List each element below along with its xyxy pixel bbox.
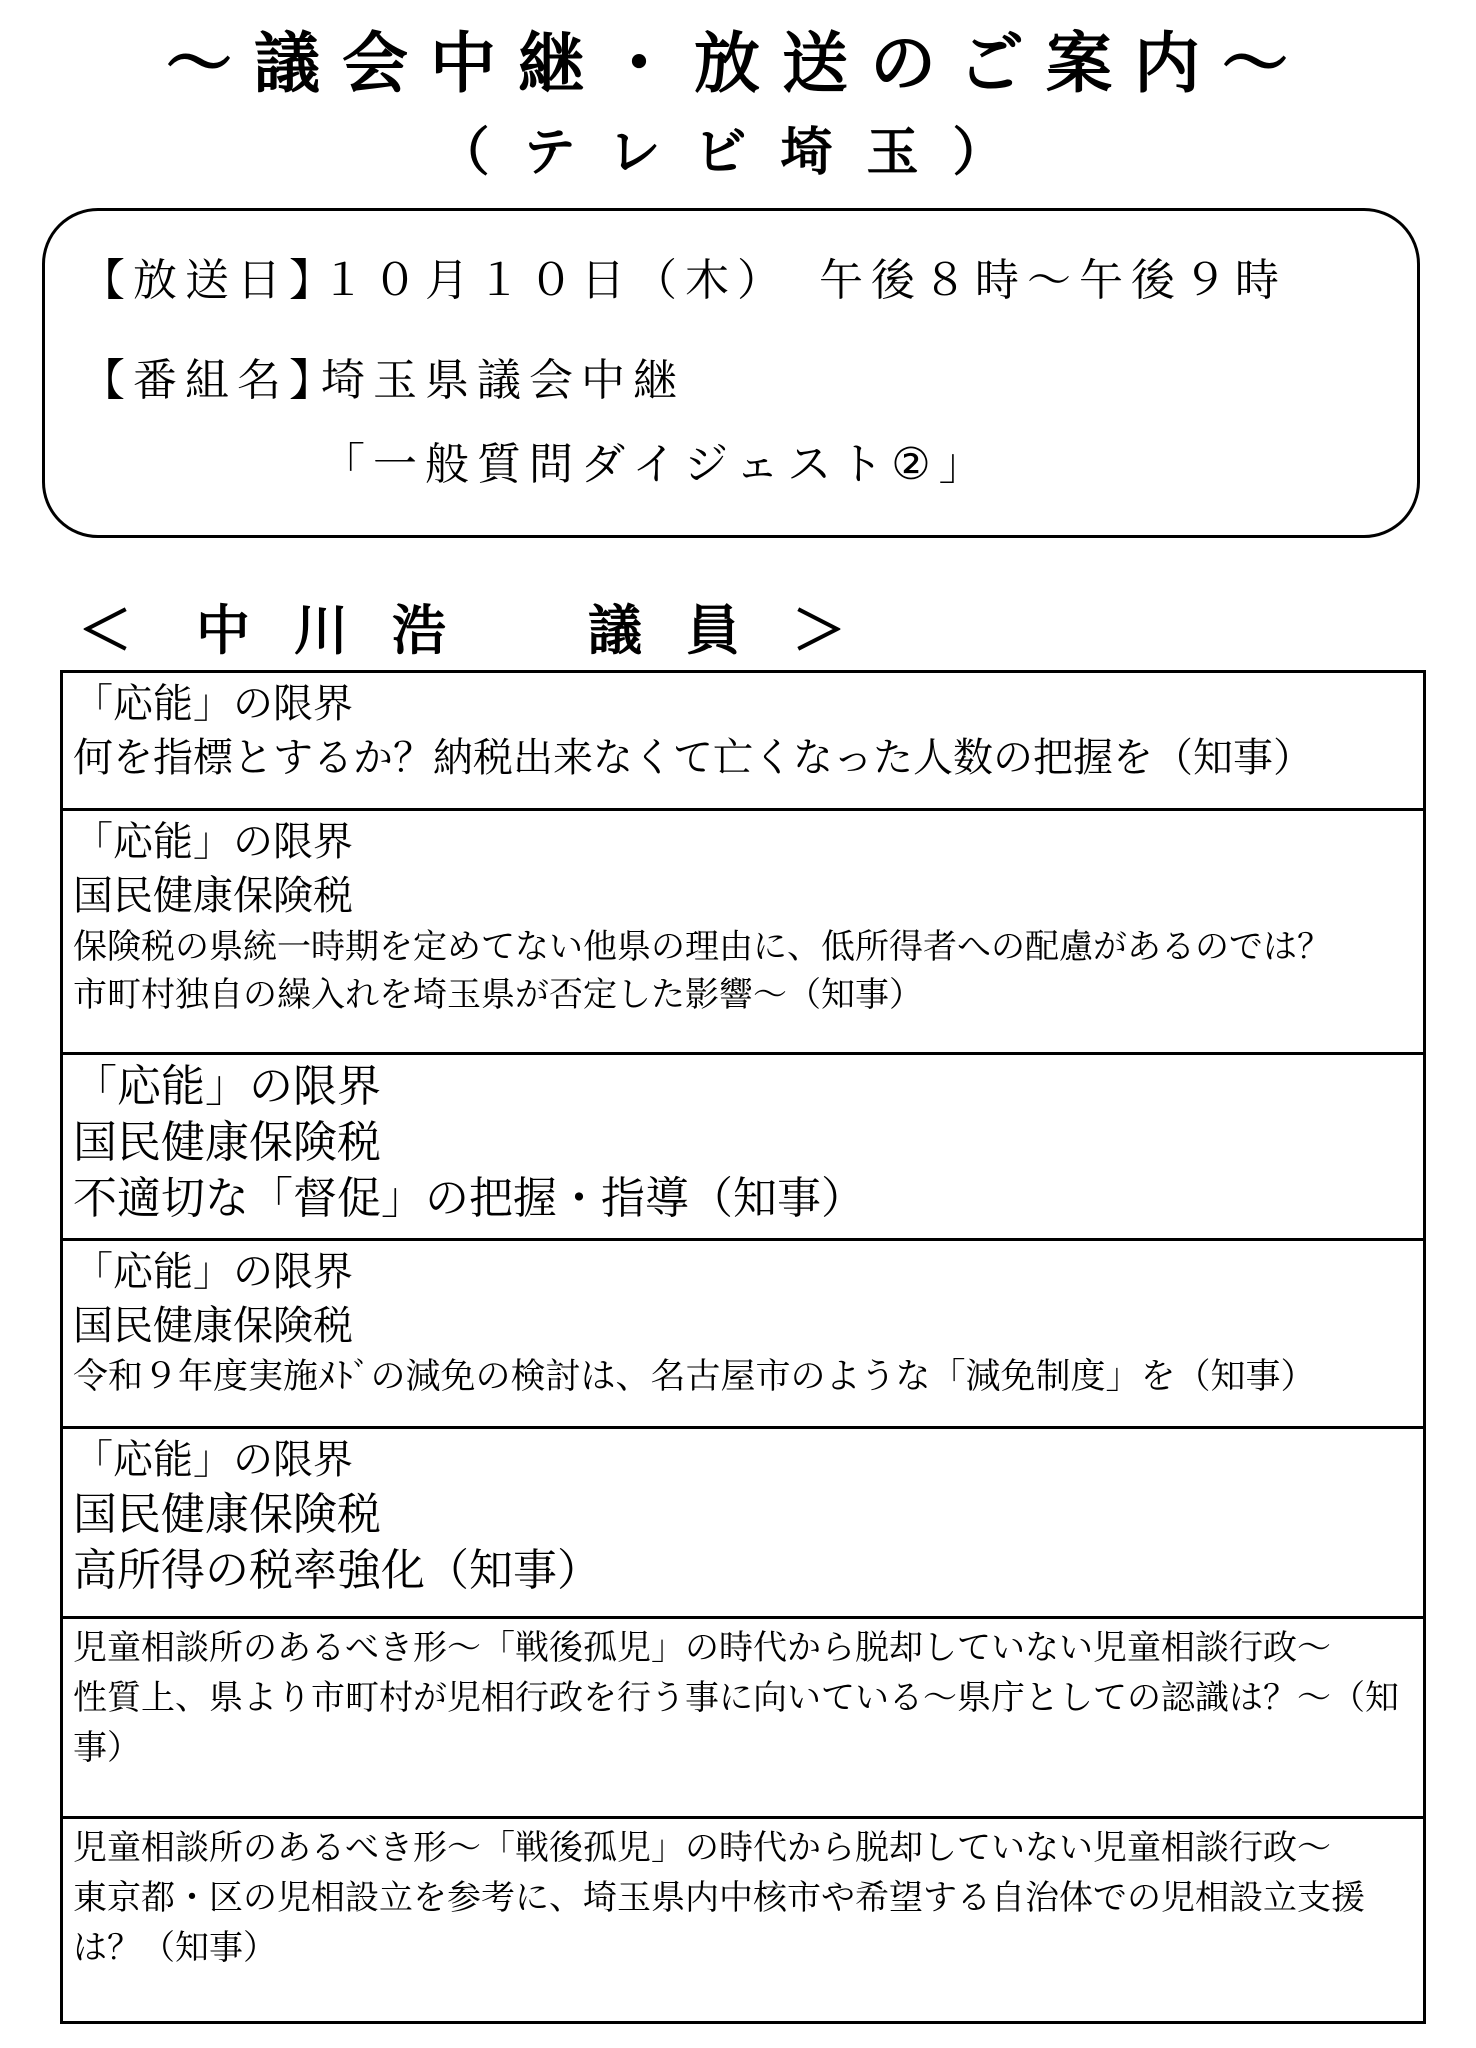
member-name: 中川浩 議員 xyxy=(196,599,784,662)
topic-row xyxy=(63,811,1423,1055)
topic-line: 児童相談所のあるべき形～「戦後孤児」の時代から脱却していない児童相談行政～ xyxy=(73,1628,1331,1668)
topic-row xyxy=(63,1619,1423,1819)
topic-row xyxy=(63,1055,1423,1241)
page-title: ～議会中継・放送のご案内～ xyxy=(166,25,1310,102)
topic-line: 「応能」の限界 xyxy=(73,819,353,865)
topic-row xyxy=(63,1819,1423,2021)
program-subtitle: 「一般質問ダイジェスト②」 xyxy=(321,439,991,490)
broadcast-date-label: 【放送日】 xyxy=(81,255,341,306)
topic-row xyxy=(63,1429,1423,1619)
broadcast-date-value: １０月１０日（木） 午後８時～午後９時 xyxy=(321,255,1287,306)
topic-line: 「応能」の限界 xyxy=(73,1249,353,1295)
topic-line: 不適切な「督促」の把握・指導（知事） xyxy=(73,1173,865,1224)
topic-line: 児童相談所のあるべき形～「戦後孤児」の時代から脱却していない児童相談行政～ xyxy=(73,1828,1331,1868)
topic-line: 市町村独自の繰入れを埼玉県が否定した影響～（知事） xyxy=(73,975,923,1015)
member-close-bracket: ＞ xyxy=(792,599,846,662)
member-open-bracket: ＜ xyxy=(78,599,132,662)
topic-line: 令和９年度実施ﾒﾄﾞの減免の検討は、名古屋市のような「減免制度」を（知事） xyxy=(73,1357,1316,1397)
program-name-label: 【番組名】 xyxy=(81,355,341,406)
topic-line: 「応能」の限界 xyxy=(73,1061,381,1112)
topic-line: 「応能」の限界 xyxy=(73,1437,353,1483)
topic-line: 国民健康保険税 xyxy=(73,873,353,919)
broadcast-info-box xyxy=(42,208,1420,538)
topic-line: 国民健康保険税 xyxy=(73,1303,353,1349)
program-name-row xyxy=(81,353,685,409)
topic-line: 何を指標とするか？納税出来なくて亡くなった人数の把握を（知事） xyxy=(73,735,1313,781)
topic-line: 国民健康保険税 xyxy=(73,1489,381,1540)
topic-line: 保険税の県統一時期を定めてない他県の理由に、低所得者への配慮があるのでは？ xyxy=(73,927,1331,967)
topics-table xyxy=(60,670,1426,2024)
topic-row xyxy=(63,673,1423,811)
topic-line: 国民健康保険税 xyxy=(73,1117,381,1168)
broadcast-date-row xyxy=(81,253,1287,309)
topic-row xyxy=(63,1241,1423,1429)
member-heading xyxy=(78,596,846,666)
topic-line: 「応能」の限界 xyxy=(73,681,353,727)
topic-line: 性質上、県より市町村が児相行政を行う事に向いている～県庁としての認識は？～（知事） xyxy=(73,1678,1399,1768)
topic-line: 高所得の税率強化（知事） xyxy=(73,1545,601,1596)
topic-line: 東京都・区の児相設立を参考に、埼玉県内中核市や希望する自治体での児相設立支援は？（知事） xyxy=(73,1878,1365,1968)
page-subtitle: （テレビ埼玉） xyxy=(437,123,1039,183)
program-name-value: 埼玉県議会中継 xyxy=(321,355,685,406)
